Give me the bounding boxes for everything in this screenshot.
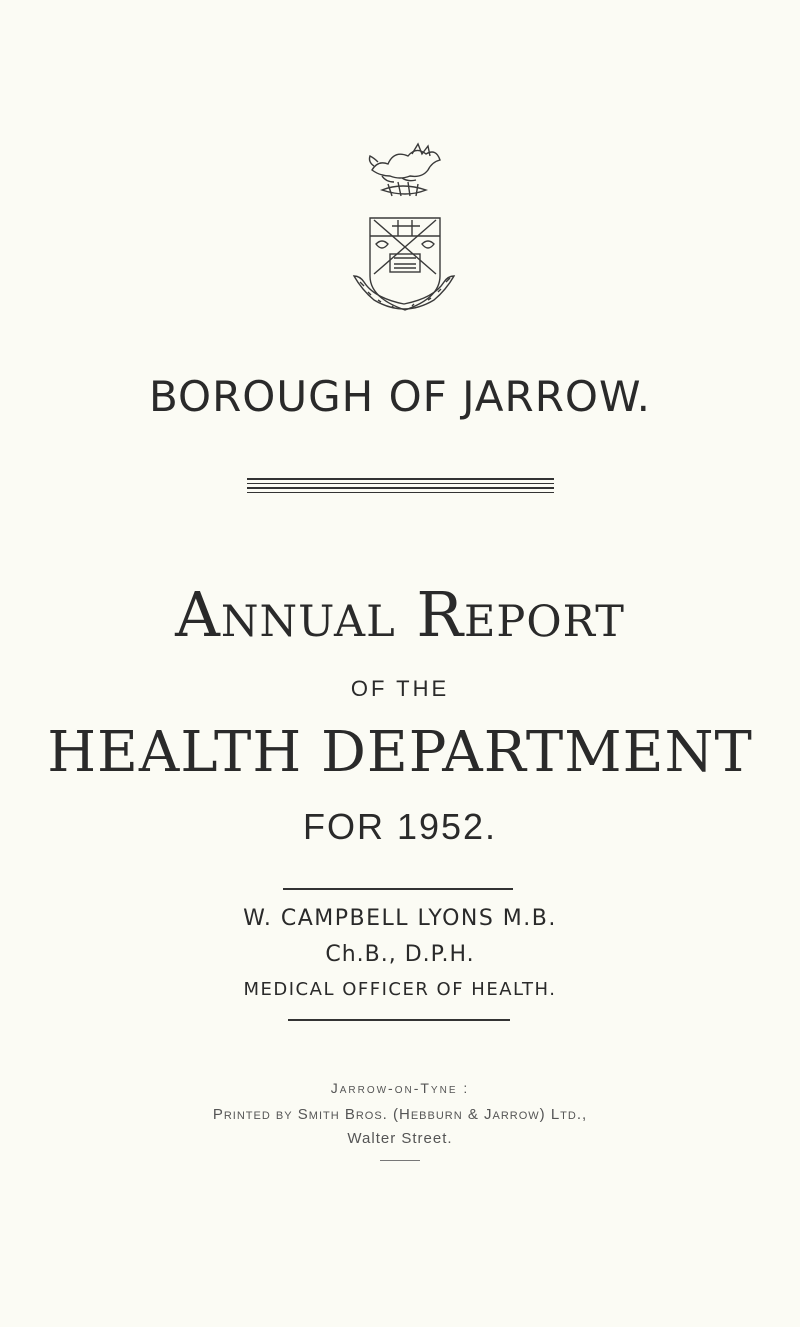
health-department-heading: HEALTH DEPARTMENT <box>47 720 753 785</box>
double-rule-divider <box>247 478 554 496</box>
of-the-text: OF THE <box>350 676 450 701</box>
officer-position: MEDICAL OFFICER OF HEALTH. <box>243 979 557 1000</box>
imprint-street: Walter Street. <box>347 1130 453 1147</box>
borough-coat-of-arms-icon <box>352 140 456 336</box>
report-year: FOR 1952. <box>302 806 498 847</box>
imprint-printer: Printed by Smith Bros. (Hebburn & Jarrow) Ltd., <box>212 1106 588 1123</box>
divider-rule <box>283 888 513 890</box>
annual-report-heading: Annual Report <box>175 578 625 651</box>
borough-title: BOROUGH OF JARROW. <box>148 372 652 421</box>
short-rule <box>380 1160 420 1161</box>
officer-name: W. CAMPBELL LYONS M.B. <box>243 906 557 931</box>
officer-qualifications: Ch.B., D.P.H. <box>325 942 475 967</box>
divider-rule <box>288 1019 510 1021</box>
imprint-place: Jarrow-on-Tyne : <box>330 1080 470 1096</box>
